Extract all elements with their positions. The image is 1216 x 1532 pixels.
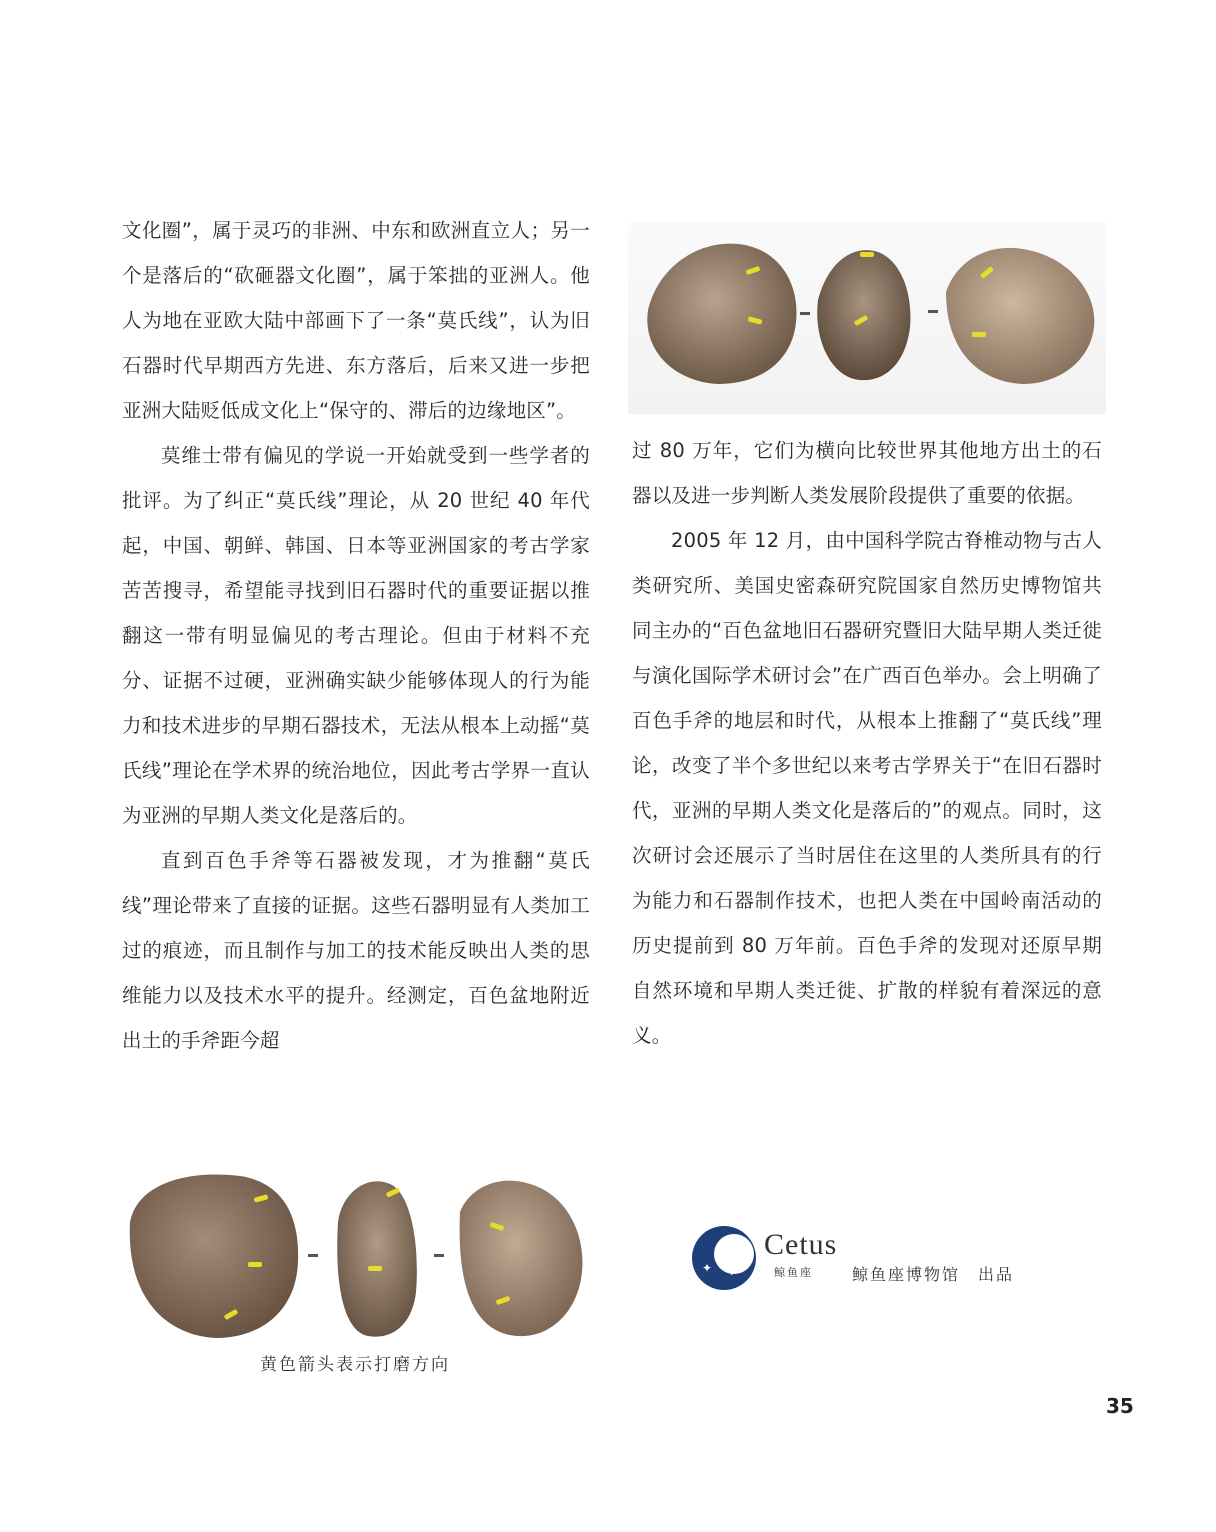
stone-tool [337,1181,417,1336]
page-number: 35 [1106,1394,1134,1418]
paragraph: 2005 年 12 月，由中国科学院古脊椎动物与古人类研究所、美国史密森研究院国家自然历史博物馆共同主办的“百色盆地旧石器研究暨旧大陆早期人类迁徙与演化国际学术研讨会”在广西百色举办。会上明确了百色手斧的地层和时代，从根本上推翻了“莫氏线”理论，改变了半个多世纪以来考古学界关于“在旧石器时代，亚洲的早期人类文化是落后的”的观点。同时，这次研讨会还展示了当时居住在这里的人类所具有的行为能力和石器制作技术，也把人类在中国岭南活动的历史提前到 80 万年前。百色手斧的发现对还原早期自然环境和早期人类迁徙、扩散的样貌有着深远的意义。 [632,529,1102,1047]
paragraph: 文化圈”，属于灵巧的非洲、中东和欧洲直立人；另一个是落后的“砍砸器文化圈”，属于笨拙的亚洲人。他人为地在亚欧大陆中部画下了一条“莫氏线”，认为旧石器时代早期西方先进、东方落后，后来又进一步把亚洲大陆贬低成文化上“保守的、滞后的边缘地区”。 [122,219,590,422]
stone-tool [460,1181,583,1336]
arrow-icon [248,1262,262,1267]
paragraph: 过 80 万年，它们为横向比较世界其他地方出土的石器以及进一步判断人类发展阶段提供了重要的依据。 [632,439,1102,507]
logo-wordmark: Cetus [764,1228,838,1261]
logo-subtitle: 鲸鱼座 [774,1266,813,1279]
stone-tools-illustration [120,1162,590,1354]
star-icon: ✦ [702,1261,713,1275]
stone-tools-photo-top [628,222,1106,414]
stone-tool [946,248,1094,384]
separator-dash [308,1254,318,1257]
separator-dash [800,312,810,315]
separator-dash [434,1254,444,1257]
star-icon: ✦ [728,1269,736,1279]
cetus-logo-icon [692,1226,756,1290]
arrow-icon [368,1266,382,1271]
moon-icon [714,1234,754,1274]
stone-tool [130,1175,298,1338]
right-text-column [632,428,1102,1058]
left-text-column [122,208,590,1063]
stone-tool [647,244,796,384]
paragraph: 莫维士带有偏见的学说一开始就受到一些学者的批评。为了纠正“莫氏线”理论，从 20 世纪 40 年代起，中国、朝鲜、韩国、日本等亚洲国家的考古学家苦苦搜寻，希望能寻找到旧石器时代的重要证据以推翻这一带有明显偏见的考古理论。但由于材料不充分、证据不过硬，亚洲确实缺少能够体现人的行为能力和技术进步的早期石器技术，无法从根本上动摇“莫氏线”理论在学术界的统治地位，因此考古学界一直认为亚洲的早期人类文化是落后的。 [122,444,590,827]
publisher-credit: 鲸鱼座博物馆 出品 [852,1265,1015,1284]
arrow-icon [972,332,986,337]
paragraph: 直到百色手斧等石器被发现，才为推翻“莫氏线”理论带来了直接的证据。这些石器明显有人类加工过的痕迹，而且制作与加工的技术能反映出人类的思维能力以及技术水平的提升。经测定，百色盆地附近出土的手斧距今超 [122,849,590,1052]
arrow-icon [860,252,874,257]
stone-tools-photo-bottom [120,1162,590,1354]
photo-caption: 黄色箭头表示打磨方向 [260,1355,450,1375]
separator-dash [928,310,938,313]
